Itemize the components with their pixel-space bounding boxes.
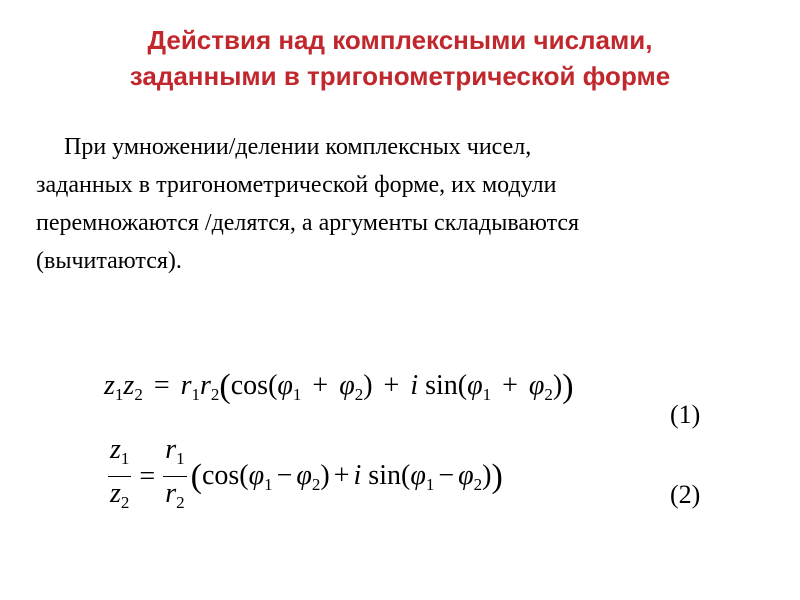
subscript: 2 bbox=[210, 385, 220, 404]
paren: ) bbox=[320, 459, 330, 491]
cos-function: cos bbox=[201, 459, 240, 491]
imaginary-unit: i bbox=[353, 459, 362, 491]
subscript: 2 bbox=[544, 385, 553, 404]
paren: ) bbox=[363, 370, 373, 401]
paren: ( bbox=[219, 368, 231, 405]
subscript: 1 bbox=[114, 385, 124, 404]
body-line-4: (вычитаются). bbox=[36, 248, 182, 274]
var-phi: φ bbox=[248, 459, 265, 491]
paren: ( bbox=[457, 370, 468, 401]
subscript: 1 bbox=[120, 449, 130, 468]
var-z: z bbox=[110, 478, 121, 509]
var-phi: φ bbox=[296, 459, 312, 491]
body-line-2: заданных в тригонометрической форме, их модули bbox=[36, 172, 557, 198]
paren: ( bbox=[239, 459, 249, 491]
equation-number-1: (1) bbox=[670, 400, 701, 429]
subscript: 1 bbox=[191, 385, 201, 404]
subscript: 2 bbox=[311, 474, 321, 494]
plus-sign: + bbox=[502, 370, 518, 401]
cos-function: cos bbox=[230, 370, 269, 401]
var-phi: φ bbox=[339, 370, 355, 401]
equation-number-2: (2) bbox=[670, 480, 701, 509]
var-phi: φ bbox=[528, 370, 545, 401]
paren: ( bbox=[400, 459, 411, 491]
var-phi: φ bbox=[467, 370, 483, 401]
formula-division bbox=[104, 433, 503, 520]
paren: ) bbox=[491, 457, 503, 495]
fraction-r bbox=[163, 433, 186, 520]
plus-sign: + bbox=[312, 370, 329, 401]
var-r: r bbox=[165, 478, 177, 509]
var-phi: φ bbox=[458, 459, 474, 491]
sin-function: sin bbox=[368, 459, 401, 491]
subscript: 1 bbox=[292, 385, 302, 404]
slide-title-line-1: Действия над комплексными числами, bbox=[147, 25, 653, 55]
body-paragraph bbox=[36, 128, 756, 280]
var-phi: φ bbox=[410, 459, 426, 491]
minus-sign: − bbox=[276, 459, 293, 491]
var-z: z bbox=[104, 370, 115, 401]
fraction-z bbox=[108, 433, 131, 520]
subscript: 2 bbox=[354, 385, 364, 404]
subscript: 1 bbox=[482, 385, 492, 404]
body-line-1: При умножении/делении комплексных чисел, bbox=[64, 134, 532, 160]
subscript: 2 bbox=[134, 385, 143, 404]
subscript: 2 bbox=[120, 493, 130, 512]
imaginary-unit: i bbox=[410, 370, 419, 401]
formula-multiplication bbox=[104, 368, 574, 406]
plus-sign: + bbox=[333, 459, 350, 491]
paren: ) bbox=[552, 370, 563, 401]
plus-sign: + bbox=[383, 370, 400, 401]
slide-title-line-2: заданными в тригонометрической форме bbox=[129, 61, 671, 91]
minus-sign: − bbox=[438, 459, 455, 491]
var-r: r bbox=[180, 370, 192, 401]
equals-sign: = bbox=[153, 370, 170, 401]
var-phi: φ bbox=[277, 370, 293, 401]
var-r: r bbox=[200, 370, 211, 401]
paren: ) bbox=[562, 368, 574, 405]
paren: ( bbox=[190, 457, 202, 495]
subscript: 1 bbox=[425, 474, 435, 494]
var-z: z bbox=[110, 434, 121, 465]
var-z: z bbox=[123, 370, 135, 401]
subscript: 2 bbox=[473, 474, 483, 494]
slide-title bbox=[0, 22, 800, 94]
paren: ( bbox=[268, 370, 278, 401]
equals-sign: = bbox=[139, 460, 156, 492]
subscript: 2 bbox=[176, 493, 185, 512]
subscript: 1 bbox=[176, 449, 185, 468]
sin-function: sin bbox=[425, 370, 458, 401]
body-line-3: перемножаются /делятся, а аргументы складываются bbox=[36, 210, 580, 236]
var-r: r bbox=[165, 434, 177, 465]
paren: ) bbox=[482, 459, 492, 491]
subscript: 1 bbox=[264, 474, 273, 494]
